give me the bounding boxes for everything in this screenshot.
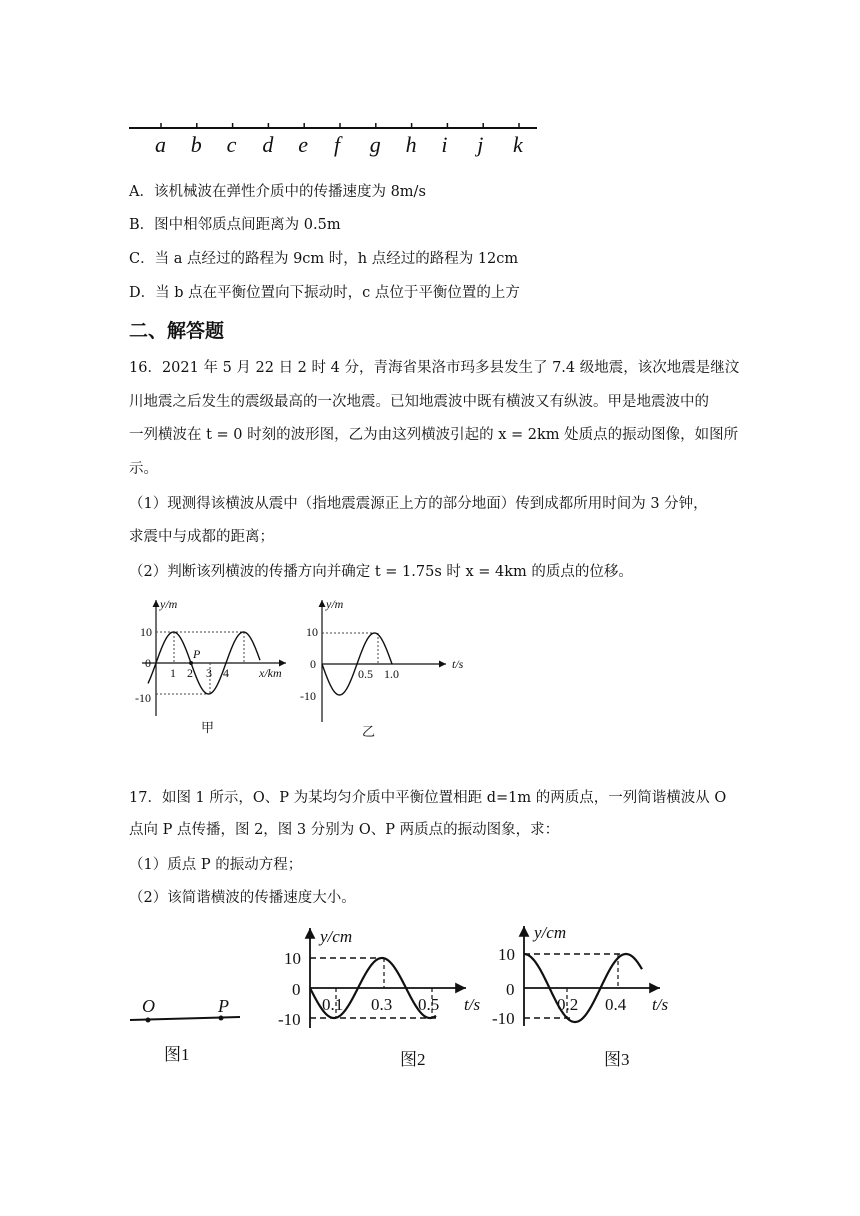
q16-line-4: 示。 <box>129 461 158 477</box>
option-d: D．当 b 点在平衡位置向下振动时，c 点位于平衡位置的上方 <box>129 285 520 301</box>
point-o-marker <box>146 1018 151 1023</box>
figure-1-points <box>128 990 258 1070</box>
strip-label-f: f <box>334 132 341 157</box>
jia-caption: 甲 <box>201 720 215 735</box>
fig2-caption: 图2 <box>400 1050 426 1069</box>
point-p-marker <box>219 1016 224 1021</box>
strip-label-g: g <box>369 132 381 157</box>
fig2-xtick-05: 0.5 <box>418 995 440 1014</box>
q17-line-1: 17．如图 1 所示，O、P 为某均匀介质中平衡位置相距 d=1m 的两质点，一列简谐横波从 O <box>129 790 727 806</box>
strip-label-i: i <box>441 132 448 157</box>
q16-line-2: 川地震之后发生的震级最高的一次地震。已知地震波中既有横波又有纵波。甲是地震波中的 <box>129 394 709 410</box>
fig2-ylabel: y/cm <box>320 927 353 946</box>
option-c: C．当 a 点经过的路程为 9cm 时，h 点经过的路程为 12cm <box>129 251 519 267</box>
q16-line-3: 一列横波在 t = 0 时刻的波形图，乙为由这列横波引起的 x = 2km 处质点的振动图像，如图所 <box>129 427 739 443</box>
figure-jia-waveform <box>128 596 298 746</box>
yi-ytick-neg10: -10 <box>300 689 316 703</box>
jia-xtick-4: 4 <box>223 666 229 680</box>
fig3-xtick-02: 0.2 <box>557 995 579 1014</box>
q17-line-2: 点向 P 点传播，图 2，图 3 分别为 O、P 两质点的振动图象，求： <box>129 822 560 838</box>
point-p-marker <box>189 661 193 665</box>
fig1-label-o: O <box>142 996 155 1016</box>
yi-ytick-10: 10 <box>306 625 318 639</box>
fig2-xtick-01: 0.1 <box>322 995 344 1014</box>
fig3-xtick-04: 0.4 <box>605 995 627 1014</box>
section-heading: 二、解答题 <box>129 320 225 342</box>
strip-label-b: b <box>190 132 202 157</box>
jia-xtick-2: 2 <box>187 666 193 680</box>
fig2-xlabel: t/s <box>464 995 481 1014</box>
strip-label-a: a <box>155 132 166 157</box>
fig3-ylabel: y/cm <box>534 923 567 942</box>
fig2-ytick-0: 0 <box>292 980 301 999</box>
q16-line-1: 16．2021 年 5 月 22 日 2 时 4 分，青海省果洛市玛多县发生了 7.4 级地震，该次地震是继汶 <box>129 360 740 376</box>
yi-xlabel: t/s <box>452 657 464 671</box>
fig3-ytick-10: 10 <box>498 945 515 964</box>
yi-ytick-0: 0 <box>310 657 316 671</box>
jia-point-label: P <box>193 647 201 661</box>
jia-xtick-3: 3 <box>206 666 212 680</box>
strip-label-d: d <box>262 132 274 157</box>
fig1-caption: 图1 <box>164 1045 190 1064</box>
q17-sub2: （2）该简谐横波的传播速度大小。 <box>129 890 356 906</box>
figure-yi-vibration <box>300 596 480 746</box>
yi-xtick-05: 0.5 <box>358 667 373 681</box>
yi-xtick-10: 1.0 <box>384 667 399 681</box>
strip-label-c: c <box>226 132 237 157</box>
fig2-ytick-10: 10 <box>284 949 301 968</box>
jia-xtick-1: 1 <box>170 666 176 680</box>
point-strip-figure <box>125 112 545 162</box>
option-a: A．该机械波在弹性介质中的传播速度为 8m/s <box>129 184 426 200</box>
fig1-label-p: P <box>218 996 229 1016</box>
q16-sub1-line-2: 求震中与成都的距离； <box>129 529 274 545</box>
jia-xlabel: x/km <box>259 666 282 680</box>
jia-ylabel: y/m <box>160 597 178 611</box>
figure-3-vibration <box>492 918 682 1078</box>
q16-sub1-line-1: （1）现测得该横波从震中（指地震震源正上方的部分地面）传到成都所用时间为 3 分钟， <box>129 496 708 512</box>
q17-sub1: （1）质点 P 的振动方程； <box>129 857 303 873</box>
fig3-xlabel: t/s <box>652 995 669 1014</box>
jia-ytick-10: 10 <box>140 625 152 639</box>
fig2-xtick-03: 0.3 <box>371 995 393 1014</box>
fig3-ytick-neg10: -10 <box>492 1009 515 1028</box>
strip-label-j: j <box>477 132 484 157</box>
fig2-ytick-neg10: -10 <box>278 1010 301 1029</box>
jia-ytick-0: 0 <box>145 656 151 670</box>
strip-label-e: e <box>298 132 308 157</box>
figure-2-vibration <box>278 920 488 1080</box>
fig3-caption: 图3 <box>604 1050 630 1069</box>
yi-caption: 乙 <box>362 724 376 739</box>
jia-ytick-neg10: -10 <box>135 691 151 705</box>
strip-label-k: k <box>513 132 523 157</box>
fig3-ytick-0: 0 <box>506 980 515 999</box>
option-b: B．图中相邻质点间距离为 0.5m <box>129 217 341 233</box>
strip-label-h: h <box>405 132 417 157</box>
q16-sub2: （2）判断该列横波的传播方向并确定 t = 1.75s 时 x = 4km 的质点的位移。 <box>129 564 633 580</box>
yi-ylabel: y/m <box>326 597 344 611</box>
